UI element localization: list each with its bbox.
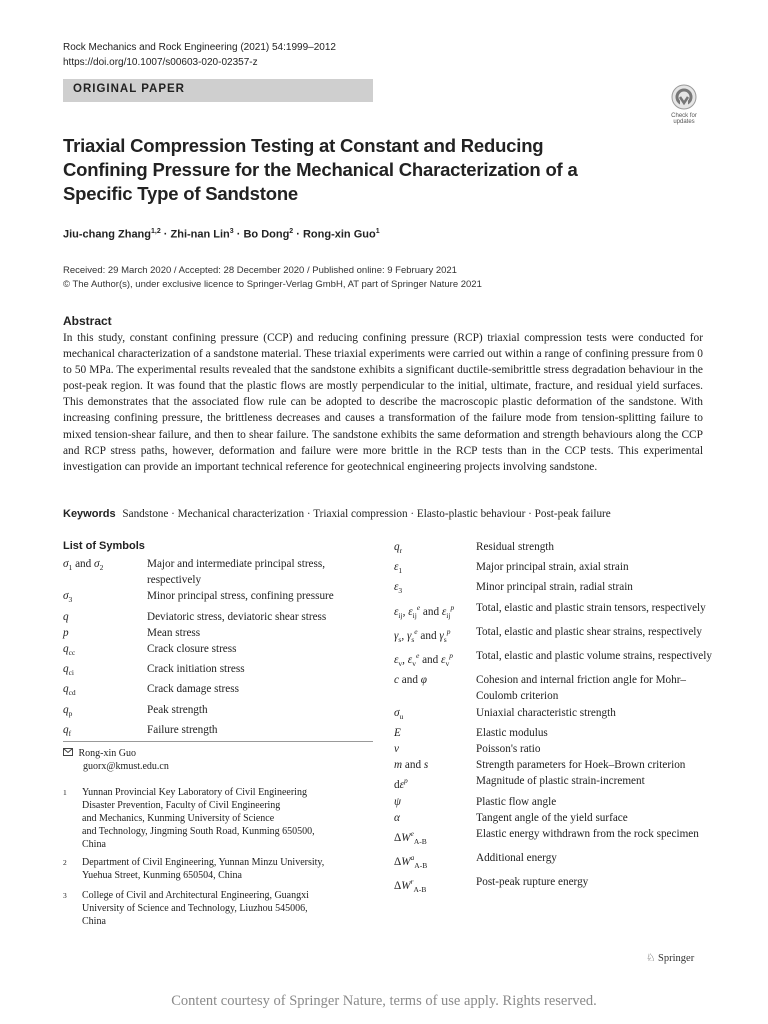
symbol-cell: p [63, 626, 69, 639]
affiliation-1 [63, 786, 373, 851]
author-list: Jiu-chang Zhang$^{1,2}$ · Zhi-nan Lin$^3$ · Bo Dong$^2$ · Rong-xin Guo$^1$ [63, 228, 380, 241]
symbol-desc: Elastic modulus [476, 726, 548, 739]
symbol-row [63, 722, 373, 742]
symbol-row [394, 539, 724, 559]
symbol-desc: Post-peak rupture energy [476, 876, 589, 889]
symbol-row [394, 757, 724, 773]
affiliation-line: China [82, 916, 106, 927]
symbol-cell: $\varepsilon_{ij}$, $\varepsilon_{ij}^e$ and $\varepsilon_{ij}^p$ [394, 602, 455, 620]
keywords-text: Sandstone · Mechanical characterization · Triaxial compression · Elasto-plastic behaviour · Post-peak failure [122, 508, 611, 520]
symbol-row [394, 559, 724, 579]
symbol-desc: Deviatoric stress, deviatoric shear stress [147, 610, 327, 623]
affiliation-line: Yunnan Provincial Key Laboratory of Civil Engineering [82, 787, 307, 798]
symbol-cell: $\sigma_1$ and $\sigma_2$ [63, 558, 104, 572]
symbol-desc: Poisson's ratio [476, 743, 541, 756]
symbol-row [63, 556, 373, 588]
copyright-line: © The Author(s), under exclusive licence to Springer-Verlag GmbH, AT part of Springer Nature 2021 [63, 279, 482, 290]
symbol-desc: Crack closure stress [147, 643, 237, 656]
symbol-cell: $\Delta W^r_{A-B}$ [394, 877, 427, 895]
affiliation-number: 1 [63, 788, 67, 797]
author-affiliation-mark: 3 [229, 228, 234, 235]
symbol-desc: Major principal strain, axial strain [476, 561, 629, 574]
symbol-cell: $\Delta W^a_{A-B}$ [394, 853, 428, 871]
author-name[interactable]: Rong-xin Guo [302, 228, 376, 241]
springer-horse-icon: ♘ [646, 953, 656, 964]
symbol-row [63, 609, 373, 625]
symbol-cell: $\sigma_3$ [63, 590, 73, 605]
check-updates-label-2: updates [673, 119, 695, 125]
symbol-cell: α [394, 811, 400, 824]
symbol-cell: $\gamma_s$, $\gamma_s^e$ and $\gamma_s^p$ [394, 626, 451, 644]
symbol-desc: Crack initiation stress [147, 663, 245, 676]
symbol-cell: ψ [394, 795, 401, 808]
symbol-cell: m and s [394, 759, 429, 772]
symbol-cell: ν [394, 743, 399, 756]
symbol-row [394, 672, 724, 704]
doi-link[interactable]: https://doi.org/10.1007/s00603-020-02357-z [63, 57, 258, 68]
symbol-row [63, 681, 373, 701]
affiliation-line: and Technology, Jingming South Road, Kunming 650500, [82, 826, 315, 837]
symbol-row [394, 705, 724, 725]
corresponding-email[interactable]: guorx@kmust.edu.cn [83, 761, 169, 772]
corresponding-author [63, 747, 169, 773]
symbols-heading: List of Symbols [63, 540, 145, 552]
symbol-row [394, 850, 724, 874]
affiliation-line: College of Civil and Architectural Engineering, Guangxi [82, 890, 309, 901]
journal-citation [63, 40, 336, 70]
content-courtesy-note: Content courtesy of Springer Nature, terms of use apply. Rights reserved. [171, 993, 597, 1009]
symbol-desc: Crack damage stress [147, 683, 239, 696]
author-affiliation-mark: 1 [375, 228, 380, 235]
symbol-desc: Minor principal stress, confining pressure [147, 590, 334, 603]
symbol-desc: Tangent angle of the yield surface [476, 811, 628, 824]
symbol-cell: $q_{cc}$ [63, 643, 76, 658]
footnote-divider [63, 741, 373, 742]
mail-icon [63, 747, 76, 760]
keywords-line [63, 508, 713, 520]
symbol-row [394, 624, 724, 648]
affiliation-number: 2 [63, 858, 67, 867]
symbol-cell: $\varepsilon_1$ [394, 561, 403, 576]
author-name[interactable]: Jiu-chang Zhang [63, 228, 151, 241]
corresponding-name: Rong-xin Guo [78, 748, 136, 759]
affiliation-line: Yuehua Street, Kunming 650504, China [82, 870, 242, 881]
symbol-row [63, 661, 373, 681]
paper-title: Triaxial Compression Testing at Constant and Reducing Confining Pressure for the Mechanical Characterization of a Specific Type of Sandstone [63, 135, 578, 204]
check-updates-label-1: Check for [671, 112, 697, 119]
author-affiliation-mark: 2 [289, 228, 294, 235]
symbol-row [394, 725, 724, 741]
symbol-desc: Strength parameters for Hoek–Brown criterion [476, 759, 686, 772]
symbol-desc: Elastic energy withdrawn from the rock specimen [476, 828, 699, 841]
symbol-desc: Minor principal strain, radial strain [476, 581, 633, 594]
symbol-row [63, 641, 373, 661]
symbol-cell: $q_p$ [63, 703, 73, 718]
check-updates-icon [671, 84, 697, 110]
affiliation-number: 3 [63, 891, 67, 900]
symbol-cell: $q_{ci}$ [63, 663, 75, 678]
affiliation-text [82, 856, 367, 882]
symbol-desc: Failure strength [147, 723, 218, 736]
symbol-row [63, 588, 373, 608]
symbol-row [63, 625, 373, 641]
symbol-desc: Peak strength [147, 703, 208, 716]
symbol-cell: $\varepsilon_v$, $\varepsilon_v^e$ and $\varepsilon_v^p$ [394, 651, 453, 669]
journal-name: Rock Mechanics and Rock Engineering (2021) 54:1999–2012 [63, 42, 336, 53]
check-for-updates-badge[interactable] [666, 84, 702, 124]
author-affiliation-mark: 1,2 [151, 228, 161, 235]
symbol-cell: $\varepsilon_3$ [394, 581, 403, 596]
symbol-cell: $q_r$ [394, 541, 403, 555]
symbol-row [394, 810, 724, 826]
symbol-cell: $\Delta W^e_{A-B}$ [394, 829, 427, 847]
symbol-cell: E [394, 726, 401, 739]
symbol-desc: Total, elastic and plastic shear strains, respectively [476, 625, 702, 638]
abstract-heading: Abstract [63, 314, 112, 328]
affiliation-text [82, 786, 367, 851]
symbol-row [394, 773, 724, 793]
symbol-row [394, 794, 724, 810]
publisher-name: Springer [658, 953, 695, 964]
symbol-cell: $q_{cd}$ [63, 683, 76, 698]
affiliation-2 [63, 856, 373, 882]
symbol-row [394, 741, 724, 757]
publication-dates [63, 264, 482, 292]
symbol-desc: Mean stress [147, 626, 201, 639]
affiliation-line: China [82, 839, 106, 850]
symbol-row [394, 579, 724, 599]
symbol-row [394, 648, 724, 672]
symbol-row [394, 600, 724, 624]
affiliation-line: Department of Civil Engineering, Yunnan Minzu University, [82, 857, 325, 868]
symbol-desc: Residual strength [476, 541, 554, 553]
symbols-table-left [63, 556, 373, 742]
author-name[interactable]: Bo Dong [243, 228, 290, 241]
publisher-logo [646, 952, 694, 964]
affiliation-line: Disaster Prevention, Faculty of Civil Engineering [82, 800, 281, 811]
symbol-desc: Total, elastic and plastic strain tensors, respectively [476, 601, 706, 614]
symbol-cell: $\sigma_u$ [394, 706, 404, 721]
symbol-cell: c and φ [394, 674, 427, 687]
symbol-row [394, 874, 724, 898]
paper-type-banner: ORIGINAL PAPER [63, 79, 373, 102]
symbol-desc: Total, elastic and plastic volume strains, respectively [476, 650, 712, 663]
symbol-row [63, 702, 373, 722]
symbol-desc: Major and intermediate principal stress, respectively [147, 558, 326, 587]
symbols-table-right [394, 539, 724, 899]
symbol-desc: Plastic flow angle [476, 795, 557, 808]
affiliation-3 [63, 889, 373, 928]
symbol-desc: Uniaxial characteristic strength [476, 706, 616, 719]
symbol-row [394, 826, 724, 850]
symbol-desc: Cohesion and internal friction angle for Mohr–Coulomb criterion [476, 674, 687, 703]
affiliation-text [82, 889, 367, 928]
keywords-label: Keywords [63, 508, 116, 520]
symbol-desc: Magnitude of plastic strain-increment [476, 775, 645, 788]
date-history: Received: 29 March 2020 / Accepted: 28 December 2020 / Published online: 9 February 2021 [63, 265, 457, 276]
abstract-text: In this study, constant confining pressure (CCP) and reducing confining pressure (RCP) triaxial compression tests were conducted for mechanical characterization of a sandstone material. These triaxial experiments were carried out within a range of confining pressure from 0 to 50 MPa. The experimental results revealed that the sandstone exhibits a significant ductile-semibrittle stress degradation behaviour in the post-peak region. It was found that the plastic flows are mostly perpendicular to the initial, ultimate, fracture, and residual yield surfaces. This demonstrates that the associated flow rule can be adopted to describe the macroscopic plastic deformation of the sandstone. With increasing confining pressure, the brittleness decreases and causes a transformation of the failure mode from tension-splitting failure to mixed tension-shear failure, and then to shear failure. The sandstone exhibits the same deformation and strength behaviours along the CCP and RCP stress paths, however, deformation and failure were more brittle in the RCP tests than in the CCP tests. This experimental investigation can provide an important technical reference for geotechnical engineering projects involving sandstone. [63, 332, 703, 473]
symbol-cell: $d\varepsilon^p$ [394, 776, 408, 792]
symbol-cell: q [63, 610, 69, 623]
symbol-desc: Additional energy [476, 852, 557, 865]
affiliation-line: University of Science and Technology, Liuzhou 545006, [82, 903, 308, 914]
symbol-cell: $q_f$ [63, 723, 72, 738]
affiliation-line: and Mechanics, Kunming University of Science [82, 813, 275, 824]
author-name[interactable]: Zhi-nan Lin [170, 228, 230, 241]
